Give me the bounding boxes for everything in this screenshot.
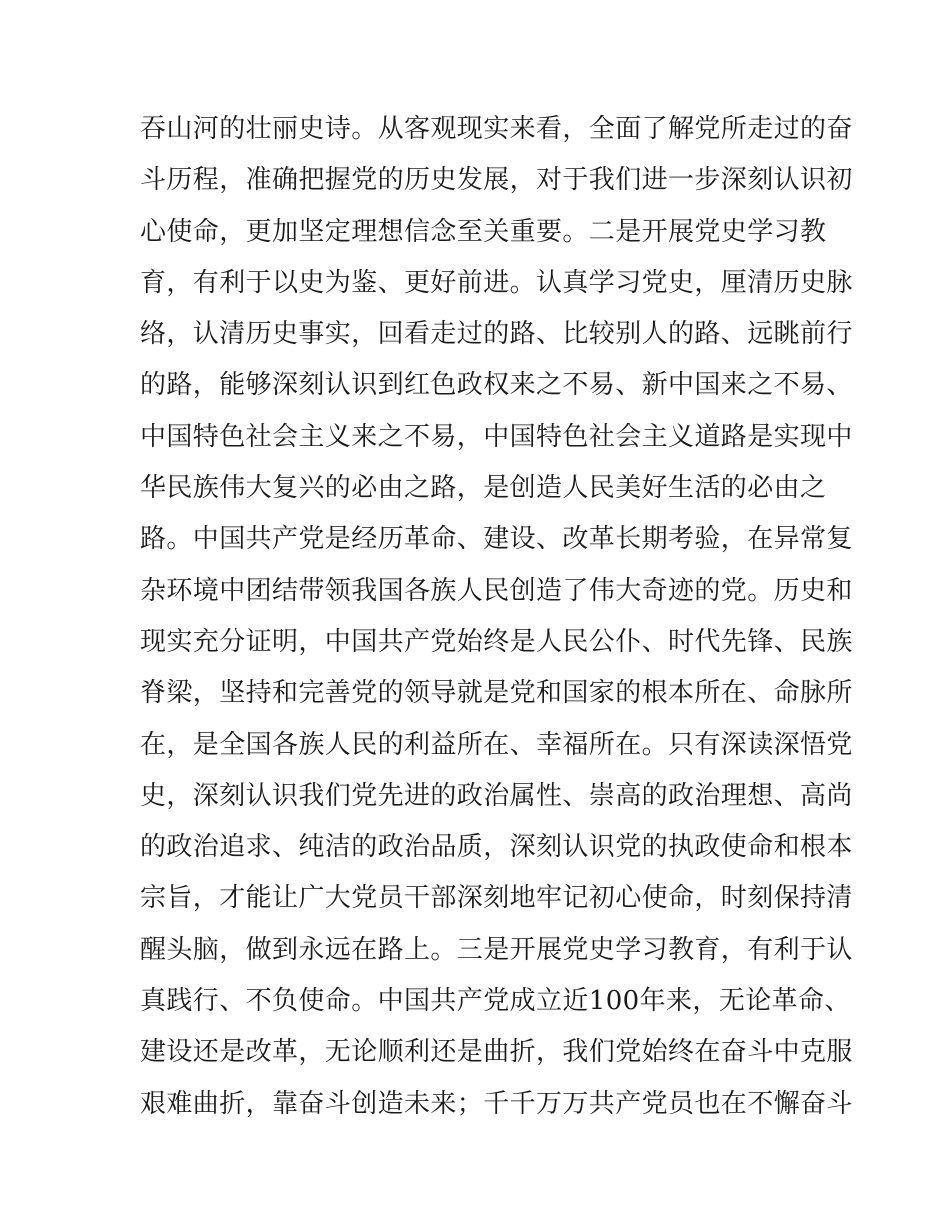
text-line: 心使命，更加坚定理想信念至关重要。二是开展党史学习教	[140, 216, 827, 247]
text-line: 艰难曲折，靠奋斗创造未来；千千万万共产党员也在不懈奋斗	[140, 1088, 853, 1119]
text-line: 脊梁，坚持和完善党的领导就是党和国家的根本所在、命脉所	[140, 678, 853, 709]
text-line: 华民族伟大复兴的必由之路，是创造人民美好生活的必由之	[140, 473, 827, 504]
text-line: 在，是全国各族人民的利益所在、幸福所在。只有深读深悟党	[140, 729, 853, 760]
text-line: 路。中国共产党是经历革命、建设、改革长期考验，在异常复	[140, 524, 853, 555]
text-line: 醒头脑，做到永远在路上。三是开展党史学习教育，有利于认	[140, 934, 853, 965]
text-line: 史，深刻认识我们党先进的政治属性、崇高的政治理想、高尚	[140, 780, 853, 811]
text-line: 的政治追求、纯洁的政治品质，深刻认识党的执政使命和根本	[140, 832, 853, 863]
text-line: 杂环境中团结带领我国各族人民创造了伟大奇迹的党。历史和	[140, 575, 853, 606]
text-line: 络，认清历史事实，回看走过的路、比较别人的路、远眺前行	[140, 319, 853, 350]
text-line: 真践行、不负使命。中国共产党成立近100年来，无论革命、	[140, 986, 851, 1017]
text-line: 建设还是改革，无论顺利还是曲折，我们党始终在奋斗中克服	[140, 1037, 853, 1068]
text-line: 现实充分证明，中国共产党始终是人民公仆、时代先锋、民族	[140, 626, 853, 657]
text-line: 的路，能够深刻认识到红色政权来之不易、新中国来之不易、	[140, 370, 853, 401]
text-line: 吞山河的壮丽史诗。从客观现实来看，全面了解党所走过的奋	[140, 114, 853, 144]
text-line: 中国特色社会主义来之不易，中国特色社会主义道路是实现中	[140, 421, 853, 452]
text-line: 宗旨，才能让广大党员干部深刻地牢记初心使命，时刻保持清	[140, 883, 853, 914]
text-line: 育，有利于以史为鉴、更好前进。认真学习党史，厘清历史脉	[140, 267, 853, 298]
text-line: 斗历程，准确把握党的历史发展，对于我们进一步深刻认识初	[140, 165, 853, 196]
body-text	[140, 104, 853, 1130]
